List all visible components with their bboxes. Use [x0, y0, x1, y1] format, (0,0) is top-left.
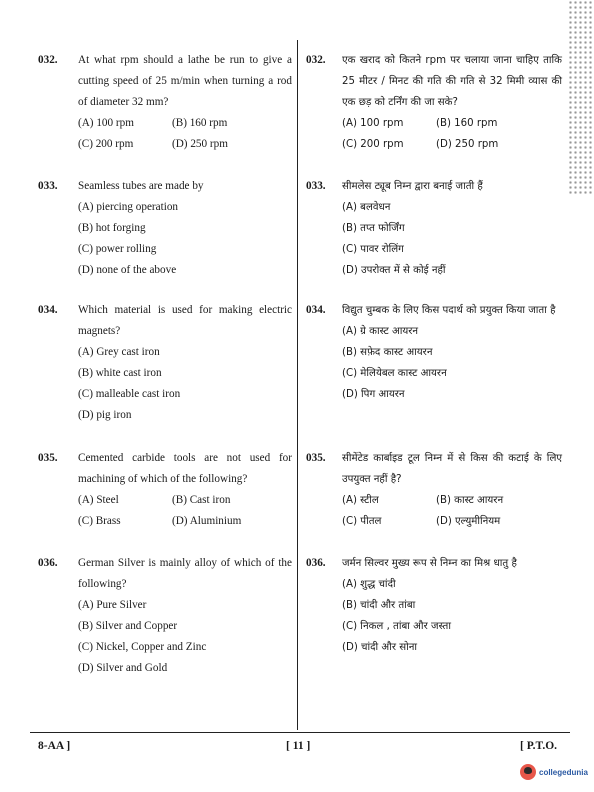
footer-rule: [30, 732, 570, 733]
option-c: (C) Nickel, Copper and Zinc: [78, 641, 207, 653]
question-text: जर्मन सिल्वर मुख्य रूप से निम्न का मिश्र धातु है: [342, 558, 517, 569]
options: [78, 342, 292, 426]
option-d: (D) 250 rpm: [436, 139, 499, 150]
question-number: 032.: [306, 54, 326, 66]
question-text: Cemented carbide tools are not used for machining of which of the following?: [78, 452, 292, 485]
option-c: (C) निकल , तांबा और जस्ता: [342, 621, 451, 632]
option-c: (C) power rolling: [78, 243, 157, 255]
question-36: [306, 553, 562, 658]
option-d: (D) Aluminium: [172, 515, 242, 527]
option-a: (A) Grey cast iron: [78, 346, 160, 358]
collegedunia-logo: [520, 764, 588, 780]
option-b: (B) सफ़ेद कास्ट आयरन: [342, 347, 433, 358]
options: [342, 490, 562, 532]
option-a: (A) 100 rpm: [78, 117, 134, 129]
option-a: (A) स्टील: [342, 495, 379, 506]
options: [342, 113, 562, 155]
question-number: 033.: [38, 180, 58, 192]
option-d: (D) एल्युमीनियम: [436, 516, 501, 527]
option-b: (B) white cast iron: [78, 367, 162, 379]
option-c: (C) 200 rpm: [78, 138, 134, 150]
question-number: 034.: [306, 304, 326, 316]
pto-label: [ P.T.O.: [520, 740, 558, 752]
option-b: (B) 160 rpm: [172, 117, 228, 129]
question-text: Seamless tubes are made by: [78, 180, 204, 192]
option-d: (D) चांदी और सोना: [342, 642, 418, 653]
question-text: सीमलेस ट्यूब निम्न द्वारा बनाई जाती हैं: [342, 181, 483, 192]
question-32: [306, 50, 562, 155]
option-a: (A) शुद्ध चांदी: [342, 579, 396, 590]
option-d: (D) 250 rpm: [172, 138, 228, 150]
options: [342, 574, 562, 658]
column-divider: [297, 40, 298, 730]
option-c: (C) मेलियेबल कास्ट आयरन: [342, 368, 447, 379]
option-a: (A) Pure Silver: [78, 599, 147, 611]
options: [78, 490, 292, 532]
question-number: 034.: [38, 304, 58, 316]
question-34: [38, 300, 292, 426]
question-34: [306, 300, 562, 405]
option-a: (A) piercing operation: [78, 201, 179, 213]
options: [342, 197, 562, 281]
option-b: (B) चांदी और तांबा: [342, 600, 416, 611]
question-32: [38, 50, 292, 155]
option-d: (D) none of the above: [78, 264, 177, 276]
option-d: (D) Silver and Gold: [78, 662, 168, 674]
options: [78, 595, 292, 679]
question-text: सीमेंटेड कार्बाइड टूल निम्न में से किस की कटाई के लिए उपयुक्त नहीं है?: [342, 453, 562, 485]
question-number: 033.: [306, 180, 326, 192]
option-d: (D) उपरोक्त में से कोई नहीं: [342, 265, 446, 276]
option-c: (C) पावर रोलिंग: [342, 244, 404, 255]
question-36: [38, 553, 292, 679]
option-c: (C) पीतल: [342, 516, 382, 527]
question-text: विद्युत चुम्बक के लिए किस पदार्थ को प्रयुक्त किया जाता है: [342, 305, 556, 316]
option-b: (B) Silver and Copper: [78, 620, 178, 632]
options: [78, 113, 292, 155]
question-text: At what rpm should a lathe be run to give a cutting speed of 25 m/min when turning a rod of diameter 32 mm?: [78, 54, 292, 108]
option-b: (B) तप्त फोर्जिंग: [342, 223, 405, 234]
logo-text: collegedunia: [539, 767, 588, 777]
option-b: (B) कास्ट आयरन: [436, 495, 504, 506]
question-33: [306, 176, 562, 281]
question-33: [38, 176, 292, 281]
option-c: (C) malleable cast iron: [78, 388, 181, 400]
question-text: एक खराद को कितने rpm पर चलाया जाना चाहिए ताकि 25 मीटर / मिनट की गति की गति से 32 मिमी व्यास की एक छड़ को टर्निंग की जा सके?: [342, 55, 562, 108]
option-c: (C) Brass: [78, 515, 121, 527]
option-d: (D) पिग आयरन: [342, 389, 405, 400]
logo-icon: [520, 764, 536, 780]
question-number: 032.: [38, 54, 58, 66]
option-b: (B) hot forging: [78, 222, 146, 234]
option-b: (B) Cast iron: [172, 494, 231, 506]
decorative-pattern: [568, 0, 594, 196]
option-a: (A) Steel: [78, 494, 119, 506]
options: [78, 197, 292, 281]
question-number: 036.: [306, 557, 326, 569]
question-35: [306, 448, 562, 532]
question-text: Which material is used for making electric magnets?: [78, 304, 292, 337]
option-c: (C) 200 rpm: [342, 139, 404, 150]
paper-code: 8-AA ]: [38, 740, 71, 752]
option-a: (A) 100 rpm: [342, 118, 404, 129]
option-d: (D) pig iron: [78, 409, 132, 421]
question-text: German Silver is mainly alloy of which of the following?: [78, 557, 292, 590]
page-number: [ 11 ]: [286, 740, 311, 752]
question-number: 035.: [306, 452, 326, 464]
question-number: 035.: [38, 452, 58, 464]
option-a: (A) बलवेधन: [342, 202, 391, 213]
option-a: (A) ग्रे कास्ट आयरन: [342, 326, 419, 337]
option-b: (B) 160 rpm: [436, 118, 498, 129]
question-number: 036.: [38, 557, 58, 569]
question-35: [38, 448, 292, 532]
options: [342, 321, 562, 405]
